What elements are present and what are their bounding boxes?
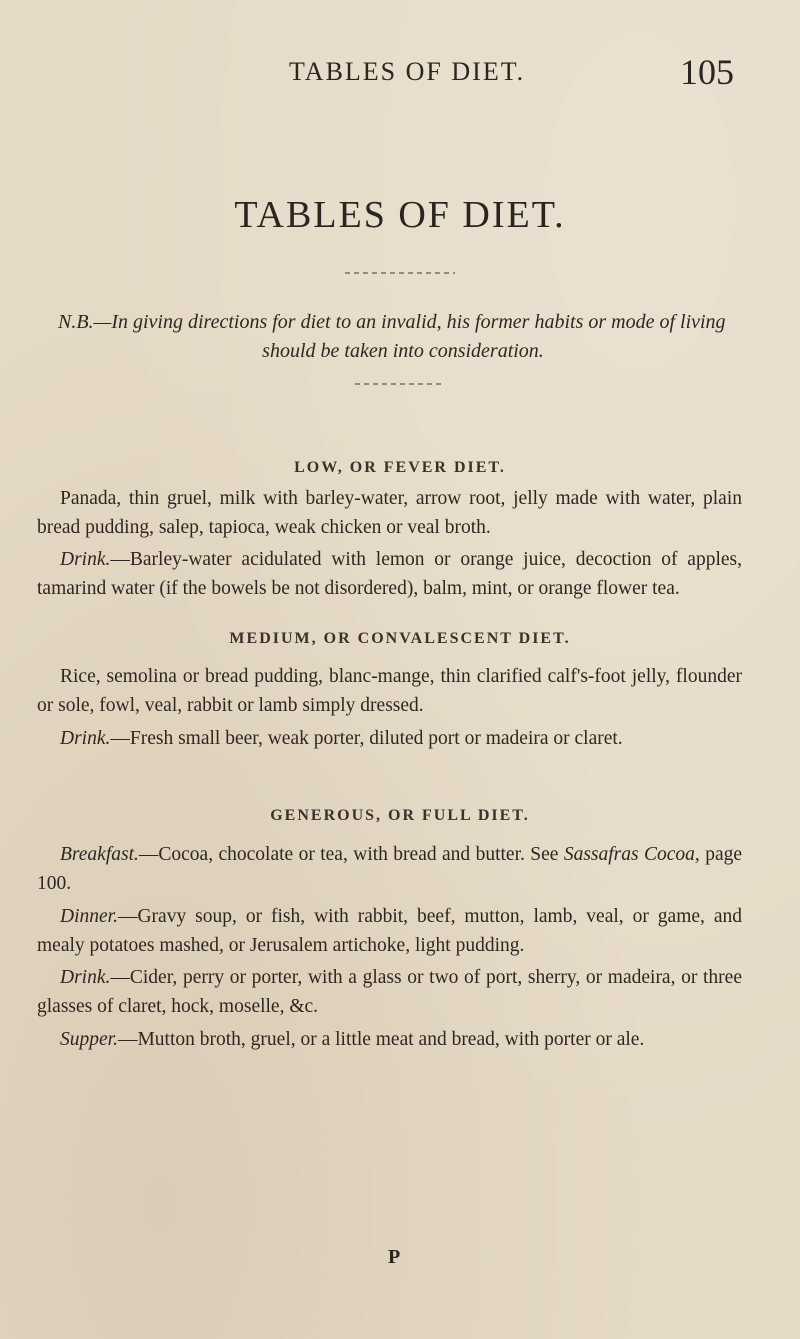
supper-label: Supper. [60, 1029, 118, 1050]
section-heading-low-diet: LOW, OR FEVER DIET. [294, 459, 506, 476]
page-title: TABLES OF DIET. [234, 194, 566, 236]
page-number: 105 [680, 52, 734, 92]
low-diet-paragraph [37, 484, 742, 542]
breakfast-paragraph [37, 840, 742, 898]
breakfast-tail: page 100. [37, 844, 743, 894]
supper-paragraph [37, 1025, 742, 1054]
medium-diet-drink-text: —Fresh small beer, weak porter, diluted port or madeira or claret. [110, 728, 623, 749]
medium-diet-text: Rice, semolina or bread pudding, blanc-mange, thin clarified calf's-foot jelly, flounder or sole, fowl, veal, rabbit or lamb simply dressed. [37, 666, 742, 716]
breakfast-reference: Sassafras Cocoa, [563, 844, 700, 865]
drink-label: Drink. [60, 549, 111, 570]
section-heading-generous-diet: GENEROUS, OR FULL DIET. [270, 807, 530, 824]
running-title: TABLES OF DIET. [289, 57, 526, 86]
breakfast-label: Breakfast. [60, 844, 139, 865]
section-heading-medium-diet: MEDIUM, OR CONVALESCENT DIET. [229, 630, 571, 647]
divider-ornament [0, 381, 800, 387]
dinner-paragraph [37, 902, 742, 960]
drink-label: Drink. [60, 728, 111, 749]
supper-text: —Mutton broth, gruel, or a little meat and bread, with porter or ale. [117, 1029, 645, 1050]
medium-diet-drink-paragraph [37, 724, 742, 753]
note-line-1: N.B.—In giving directions for diet to an invalid, his former habits or mode of living [58, 311, 726, 333]
note-line-2: should be taken into consideration. [262, 340, 544, 362]
low-diet-drink-text: —Barley-water acidulated with lemon or orange juice, decoction of apples, tamarind water (if the bowels be not disordered), balm, mint, or orange flower tea. [37, 549, 742, 599]
low-diet-text: Panada, thin gruel, milk with barley-water, arrow root, jelly made with water, plain bread pudding, salep, tapioca, weak chicken or veal broth. [37, 488, 742, 538]
dinner-label: Dinner. [60, 906, 118, 927]
dinner-text: —Gravy soup, or fish, with rabbit, beef, mutton, lamb, veal, or game, and mealy potatoes mashed, or Jerusalem artichoke, light pudding. [37, 906, 742, 956]
generous-drink-text: —Cider, perry or porter, with a glass or two of port, sherry, or madeira, or three glasses of claret, hock, moselle, &c. [37, 967, 742, 1017]
breakfast-text: —Cocoa, chocolate or tea, with bread and butter. See [138, 844, 564, 865]
drink-label: Drink. [60, 967, 111, 988]
signature-mark: P [388, 1246, 401, 1268]
generous-drink-paragraph [37, 963, 742, 1021]
running-head [0, 52, 800, 95]
medium-diet-paragraph [37, 662, 742, 720]
divider-ornament [0, 270, 800, 276]
low-diet-drink-paragraph [37, 545, 742, 603]
note-paragraph [58, 308, 748, 366]
